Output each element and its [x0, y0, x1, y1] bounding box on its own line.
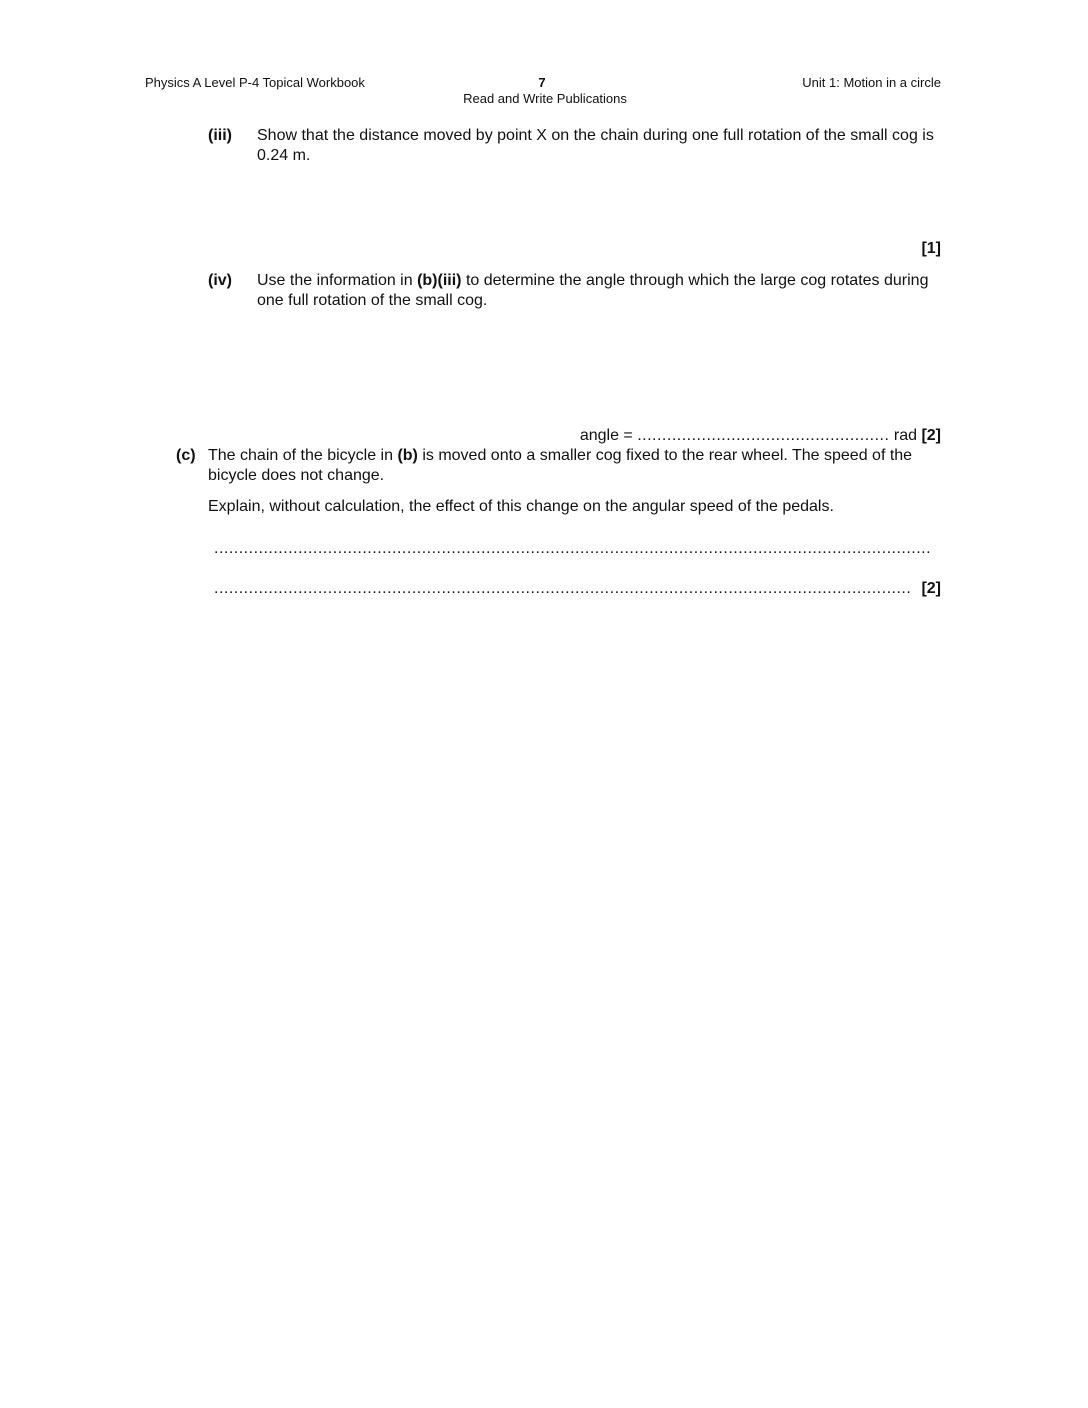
answer-line-2[interactable]: ............................................................................................................................................. [214, 580, 912, 597]
question-iv-text [257, 271, 947, 311]
question-c-label: (c) [176, 447, 196, 464]
header-right: Unit 1: Motion in a circle [802, 75, 941, 90]
question-c-text-after: is moved onto a smaller cog fixed to the rear wheel. The speed of the bicycle does not change. [208, 447, 913, 484]
angle-answer-dots[interactable]: ................................................... [637, 427, 890, 444]
question-iv-ref: (b)(iii) [417, 272, 462, 289]
question-iii-marks: [1] [921, 240, 941, 257]
question-c-marks: [2] [921, 580, 941, 597]
publisher: Read and Write Publications [463, 91, 627, 106]
angle-answer-line[interactable] [540, 426, 941, 446]
angle-answer-unit: rad [889, 427, 922, 444]
question-c-ref: (b) [397, 447, 418, 464]
question-iv-text-after: to determine the angle through which the large cog rotates during one full rotation of the small cog. [257, 272, 929, 309]
question-iv-text-before: Use the information in [257, 272, 418, 289]
answer-line-1[interactable]: ................................................................................................................................................. [214, 540, 932, 557]
question-c-instruction: Explain, without calculation, the effect of this change on the angular speed of the pedals. [208, 498, 834, 515]
question-iv-label: (iv) [208, 272, 232, 289]
answer-line-2-row [214, 580, 941, 598]
page-number: 7 [538, 75, 546, 90]
question-iii-label: (iii) [208, 127, 232, 144]
question-c-text [208, 446, 948, 486]
angle-answer-label: angle = [579, 427, 638, 444]
question-iv-marks: [2] [921, 427, 941, 444]
question-iii-text: Show that the distance moved by point X on the chain during one full rotation of the small cog is 0.24 m. [257, 127, 934, 164]
header-left: Physics A Level P-4 Topical Workbook [145, 75, 365, 90]
question-c-text-before: The chain of the bicycle in [208, 447, 398, 464]
